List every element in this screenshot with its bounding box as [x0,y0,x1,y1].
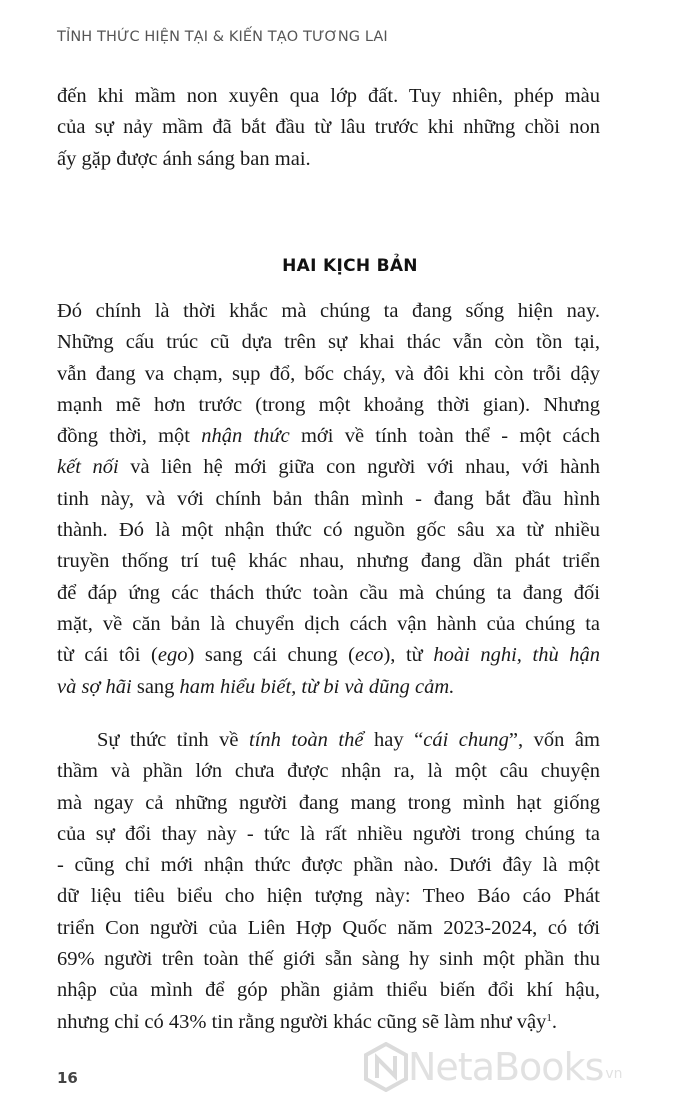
text-segment: đồng thời, một [57,425,202,448]
netabooks-logo-icon [364,1042,408,1092]
text-segment: thầm và phần lớn chưa được nhận ra, là một câu chuyện [57,760,600,783]
text-segment: sang [131,675,180,698]
italic-text: và sợ hãi [57,675,132,698]
text-segment: triển Con người của Liên Hợp Quốc năm 2023-2024, có tới [57,916,600,939]
italic-text: kết nối [57,456,119,479]
running-head: TỈNH THỨC HIỆN TẠI & KIẾN TẠO TƯƠNG LAI [57,29,388,45]
text-segment: đến khi mầm non xuyên qua lớp đất. Tuy nhiên, phép màu [57,85,600,107]
text-segment: thành. Đó là một nhận thức có nguồn gốc sâu xa từ nhiều [57,519,600,542]
text-segment: truyền thống trí tuệ khác nhau, nhưng đang dần phát triển [57,550,600,573]
text-segment: ), từ [383,644,434,667]
text-line [57,975,600,1006]
italic-text: nhận thức [201,425,290,448]
italic-text: tính toàn thể [249,729,364,751]
text-segment: - cũng chỉ mới nhận thức được phần nào. Dưới đây là một [57,854,600,877]
text-segment: Sự thức tỉnh về [97,729,250,751]
text-segment: ”, vốn âm [508,729,600,751]
text-line [57,850,600,881]
text-line [57,725,600,756]
text-segment: để đáp ứng các thách thức toàn cầu mà chúng ta đang đối [57,581,600,604]
text-line [57,578,600,609]
text-segment: mạnh mẽ hơn trước (trong một khoảng thời gian). Nhưng [57,393,600,416]
text-line [57,788,600,819]
page-number: 16 [57,1069,78,1087]
text-line [57,756,600,787]
text-line [57,452,600,483]
text-line [57,144,600,175]
text-segment: . [551,1010,557,1033]
text-line [57,640,600,671]
text-segment: nhập của mình để góp phần giảm thiểu biến đổi khí hậu, [57,979,600,1002]
text-segment: vẫn đang va chạm, sụp đổ, bốc cháy, và đôi khi còn trỗi dậy [57,362,600,385]
text-line [57,296,600,327]
section-heading: HAI KỊCH BẢN [282,256,418,276]
text-line [57,327,600,358]
italic-text: cái chung [423,729,509,751]
footnote-marker[interactable]: 1 [546,1011,552,1024]
text-segment: dữ liệu tiêu biểu cho hiện tượng này: Theo Báo cáo Phát [57,885,600,908]
italic-text: ego [157,644,188,667]
text-line [57,359,600,390]
text-segment: ấy gặp được ánh sáng ban mai. [57,147,311,170]
watermark-logo [364,1042,623,1092]
text-line [57,881,600,912]
text-segment: hay “ [363,729,424,751]
text-segment: ) sang cái chung ( [187,644,355,667]
watermark-brand: NetaBooks [408,1045,604,1089]
watermark-suffix: vn [605,1066,623,1082]
paragraph-1 [57,81,600,175]
text-segment: mới về tính toàn thể - một cách [289,425,601,448]
italic-text: ham hiểu biết, từ bi và dũng cảm. [179,675,455,698]
text-line [57,819,600,850]
text-line [57,1007,600,1038]
text-line [57,672,600,703]
text-segment: tinh này, và với chính bản thân mình - đang bắt đầu hình [57,487,600,510]
text-segment: của sự nảy mầm đã bắt đầu từ lâu trước khi những chồi non [57,116,600,139]
text-line [57,484,600,515]
text-line [57,944,600,975]
text-line [57,112,600,143]
text-line [57,913,600,944]
text-line [57,81,600,112]
paragraph-2 [57,296,600,703]
text-segment: và liên hệ mới giữa con người với nhau, với hành [118,456,601,479]
italic-text: hoài nghi, thù hận [433,644,601,667]
text-line [57,609,600,640]
text-segment: của sự đổi thay này - tức là rất nhiều người trong chúng ta [57,822,600,845]
text-line [57,421,600,452]
text-line [57,515,600,546]
text-line [57,390,600,421]
text-segment: mà ngay cả những người đang mang trong mình hạt giống [57,791,600,814]
text-line [57,546,600,577]
paragraph-3 [57,725,600,1038]
text-segment: Đó chính là thời khắc mà chúng ta đang sống hiện nay. [57,300,600,322]
text-segment: Những cấu trúc cũ dựa trên sự khai thác vẫn còn tồn tại, [57,331,600,354]
text-segment: nhưng chỉ có 43% tin rằng người khác cũng sẽ làm như vậy [57,1010,547,1033]
text-segment: từ cái tôi ( [57,644,158,667]
text-segment: 69% người trên toàn thế giới sẵn sàng hy sinh một phần thu [57,948,600,971]
italic-text: eco [354,644,384,667]
text-segment: mặt, về căn bản là chuyển dịch cách vận hành của chúng ta [57,612,600,635]
